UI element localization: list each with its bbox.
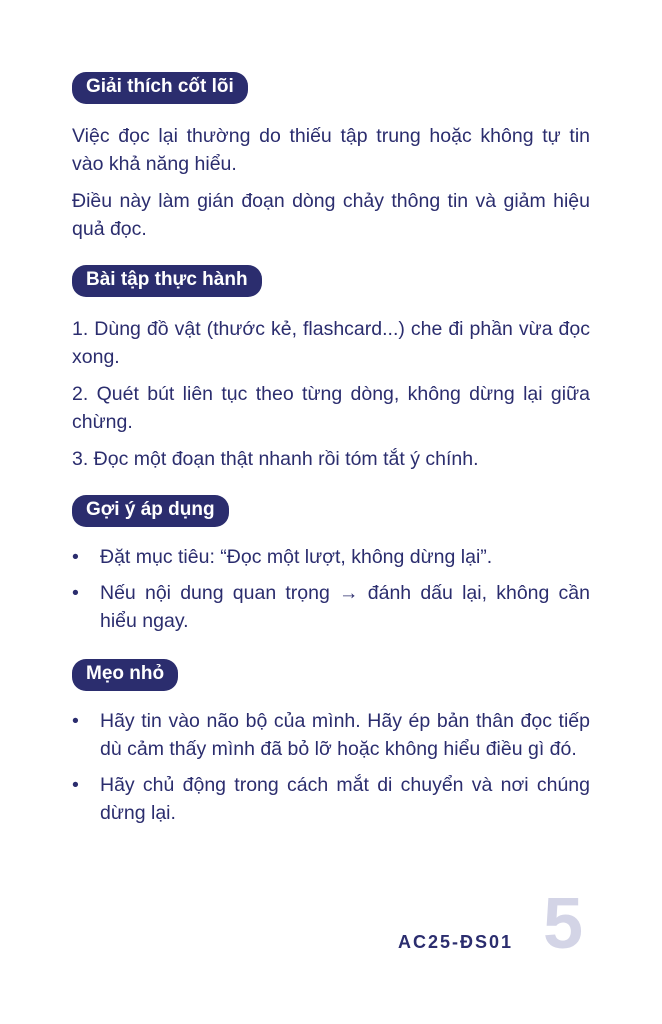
practice-item-1: 1. Dùng đồ vật (thước kẻ, flashcard...) che đi phần vừa đọc xong. [72,318,590,368]
section-title-apply: Gợi ý áp dụng [72,495,229,527]
bullet-icon: • [72,582,79,604]
list-item [72,543,590,571]
section-title-practice: Bài tập thực hành [72,265,262,297]
core-paragraph-2: Điều này làm gián đoạn dòng chảy thông tin và giảm hiệu quả đọc. [72,190,590,240]
page-content [72,72,590,835]
list-item [72,707,590,763]
practice-item-2: 2. Quét bút liên tục theo từng dòng, không dừng lại giữa chừng. [72,383,590,433]
section-apply [72,495,590,635]
section-practice [72,265,590,473]
bullet-icon: • [72,774,79,796]
list-item [72,771,590,827]
section-core-explanation [72,72,590,243]
practice-item-3: 3. Đọc một đoạn thật nhanh rồi tóm tắt ý chính. [72,448,479,470]
document-code: AC25-ĐS01 [398,932,514,952]
page-number: 5 [543,884,584,964]
tips-bullet-list [72,707,590,827]
tips-bullet-1-text: Hãy tin vào não bộ của mình. Hãy ép bản thân đọc tiếp dù cảm thấy mình đã bỏ lỡ hoặc không hiểu điều gì đó. [100,710,590,760]
apply-bullet-list [72,543,590,635]
section-title-core: Giải thích cốt lõi [72,72,248,104]
core-paragraph-1: Việc đọc lại thường do thiếu tập trung hoặc không tự tin vào khả năng hiểu. [72,125,590,175]
list-item [72,579,590,635]
section-title-tips: Mẹo nhỏ [72,659,178,691]
bullet-icon: • [72,710,79,732]
tips-bullet-2-text: Hãy chủ động trong cách mắt di chuyển và nơi chúng dừng lại. [100,774,590,824]
apply-bullet-2-text: Nếu nội dung quan trọng → đánh dấu lại, không cần hiểu ngay. [100,582,590,632]
bullet-icon: • [72,546,79,568]
section-tips [72,659,590,827]
apply-bullet-1-text: Đặt mục tiêu: “Đọc một lượt, không dừng lại”. [100,546,493,568]
